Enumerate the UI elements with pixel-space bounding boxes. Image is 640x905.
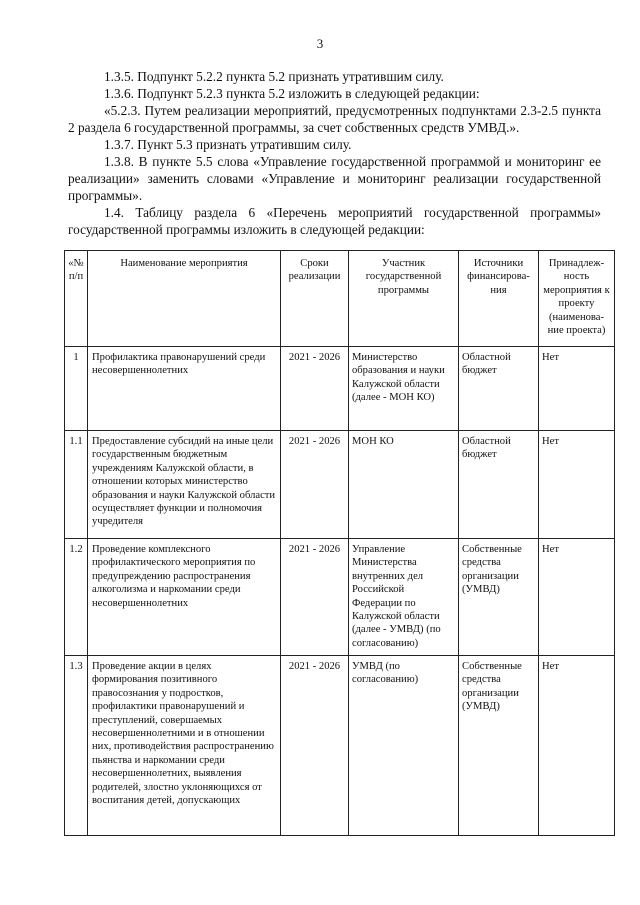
header-project-affiliation: Принадлеж-ность мероприятия к проекту (наименова-ние проекта)	[539, 251, 615, 347]
table-header-row	[65, 251, 615, 347]
paragraph-1-3-8: 1.3.8. В пункте 5.5 слова «Управление государственной программой и мониторинг ее реализации» заменить словами «Управление и мониторинг реализации государственной программы».	[68, 154, 601, 203]
row-participant: МОН КО	[349, 431, 459, 539]
row-period: 2021 - 2026	[281, 539, 349, 656]
row-funding-source: Областной бюджет	[459, 347, 539, 431]
row-participant: Министерство образования и науки Калужской области (далее - МОН КО)	[349, 347, 459, 431]
table-row	[65, 656, 615, 836]
row-funding-source: Областной бюджет	[459, 431, 539, 539]
paragraph-1-3-7: 1.3.7. Пункт 5.3 признать утратившим силу.	[104, 137, 352, 152]
row-period: 2021 - 2026	[281, 431, 349, 539]
row-number: 1	[65, 347, 88, 431]
header-funding-source: Источники финансирова-ния	[459, 251, 539, 347]
row-number: 1.2	[65, 539, 88, 656]
paragraph-1-3-6: 1.3.6. Подпункт 5.2.3 пункта 5.2 изложить в следующей редакции:	[104, 86, 480, 101]
row-participant: УМВД (по согласованию)	[349, 656, 459, 836]
header-number: «№ п/п	[65, 251, 88, 347]
row-number: 1.1	[65, 431, 88, 539]
row-number: 1.3	[65, 656, 88, 836]
table-row	[65, 431, 615, 539]
row-measure-name: Предоставление субсидий на иные цели государственным бюджетным учреждениям Калужской области, в отношении которых министерство образования и науки Калужской области осуществляет функции и полномочия учредителя	[88, 431, 281, 539]
row-measure-name: Профилактика правонарушений среди несовершеннолетних	[88, 347, 281, 431]
row-period: 2021 - 2026	[281, 656, 349, 836]
body-text	[68, 68, 601, 238]
paragraph-1-4: 1.4. Таблицу раздела 6 «Перечень мероприятий государственной программы» государственной программы изложить в следующей редакции:	[68, 205, 601, 237]
table-row	[65, 347, 615, 431]
row-funding-source: Собственные средства организации (УМВД)	[459, 539, 539, 656]
row-funding-source: Собственные средства организации (УМВД)	[459, 656, 539, 836]
paragraph-1-3-5: 1.3.5. Подпункт 5.2.2 пункта 5.2 признать утратившим силу.	[104, 69, 444, 84]
row-measure-name: Проведение комплексного профилактического мероприятия по предупреждению распространения алкоголизма и наркомании среди несовершеннолетних	[88, 539, 281, 656]
row-project-affiliation: Нет	[539, 347, 615, 431]
header-measure-name: Наименование мероприятия	[88, 251, 281, 347]
table-row	[65, 539, 615, 656]
page-number: 3	[316, 36, 324, 51]
row-project-affiliation: Нет	[539, 539, 615, 656]
header-period: Сроки реализации	[281, 251, 349, 347]
row-participant: Управление Министерства внутренних дел Российской Федерации по Калужской области (далее - УМВД) (по согласованию)	[349, 539, 459, 656]
row-measure-name: Проведение акции в целях формирования позитивного правосознания у подростков, профилактики правонарушений и преступлений, совершаемых несовершеннолетними и в отношении них, противодействия распространению пьянства и наркомании среди несовершеннолетних, выявления родителей, злостно уклоняющихся от воспитания детей, допускающих	[88, 656, 281, 836]
row-project-affiliation: Нет	[539, 656, 615, 836]
measures-table	[64, 250, 615, 836]
row-project-affiliation: Нет	[539, 431, 615, 539]
paragraph-quote-5-2-3: «5.2.3. Путем реализации мероприятий, предусмотренных подпунктами 2.3-2.5 пункта 2 раздела 6 государственной программы, за счет собственных средств УМВД.».	[68, 103, 601, 135]
header-participant: Участник государственной программы	[349, 251, 459, 347]
row-period: 2021 - 2026	[281, 347, 349, 431]
